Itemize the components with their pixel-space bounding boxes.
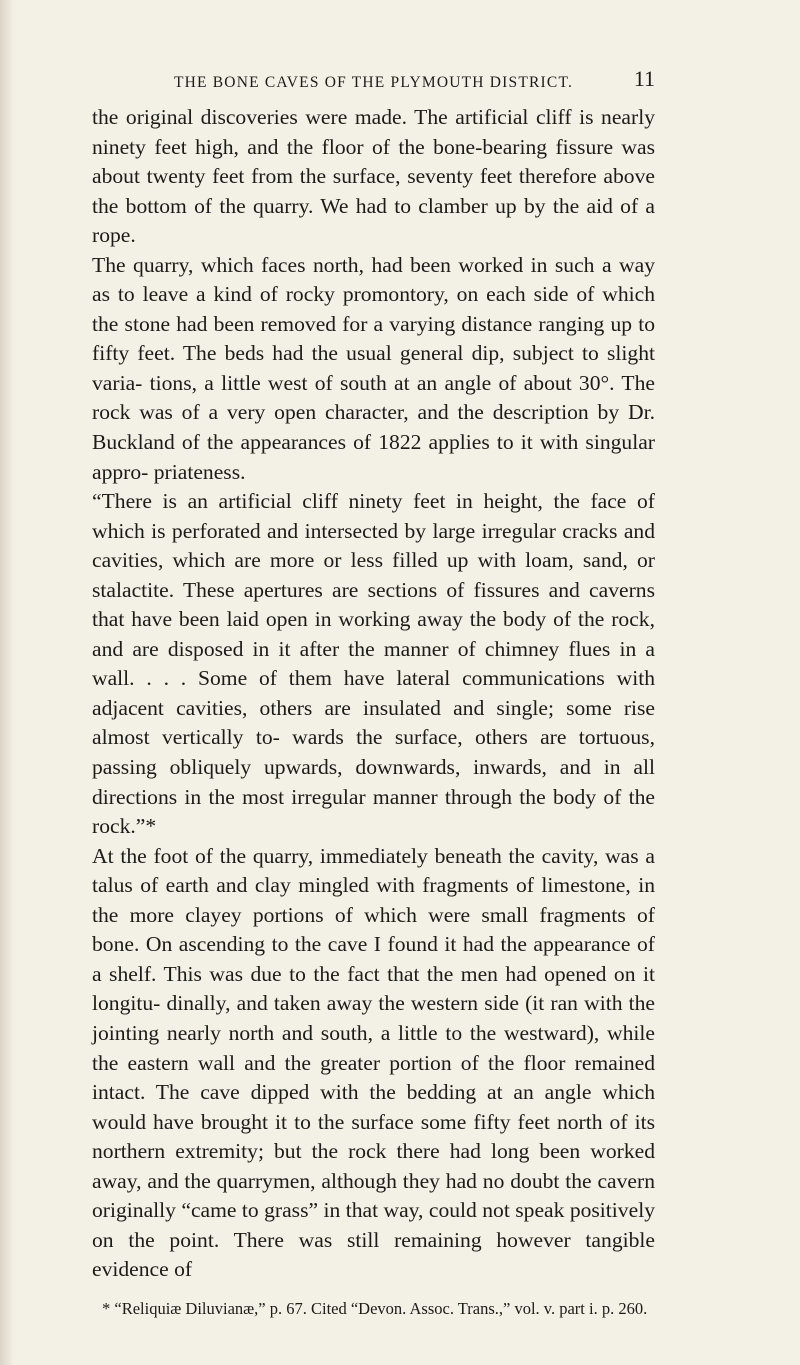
footnote-text: * “Reliquiæ Diluvianæ,” p. 67. Cited “Devon. Assoc. Trans.,” vol. v. part i. p. 260. — [102, 1299, 648, 1318]
page-number: 11 — [633, 66, 655, 91]
body-text — [92, 103, 655, 1285]
quotation-paragraph: “There is an artificial cliff ninety feet in height, the face of which is perforated and intersected by large irregular cracks and cavities, which are more or less filled up with loam, sand, or stalactite. These apertures are sections of fissures and caverns that have been laid open in working away the body of the rock, and are disposed in it after the manner of chimney flues in a wall. . . . Some of them have lateral communications with adjacent cavities, others are insulated and single; some rise almost vertically to- wards the surface, others are tortuous, passing obliquely upwards, downwards, inwards, and in all directions in the most irregular manner through the body of the rock.”* — [92, 489, 655, 839]
page-edge-shadow — [0, 0, 14, 1365]
paragraph: the original discoveries were made. The artificial cliff is nearly ninety feet high, and the floor of the bone-bearing fissure was about twenty feet from the surface, seventy feet therefore above the bottom of the quarry. We had to clamber up by the aid of a rope. — [92, 105, 655, 248]
running-head: THE BONE CAVES OF THE PLYMOUTH DISTRICT. — [173, 74, 574, 91]
page-header — [92, 68, 655, 98]
paragraph: At the foot of the quarry, immediately beneath the cavity, was a talus of earth and clay mingled with fragments of limestone, in the more clayey portions of which were small fragments of bone. On ascending to the cave I found it had the appearance of a shelf. This was due to the fact that the men had opened on it longitu- dinally, and taken away the western side (it ran with the jointing nearly north and south, a little to the westward), while the eastern wall and the greater portion of the floor remained intact. The cave dipped with the bedding at an angle which would have brought it to the surface some fifty feet north of its northern extremity; but the rock there had long been worked away, and the quarrymen, although they had no doubt the cavern originally “came to grass” in that way, could not speak positively on the point. There was still remaining however tangible evidence of — [92, 843, 655, 1282]
paragraph: The quarry, which faces north, had been worked in such a way as to leave a kind of rocky promontory, on each side of which the stone had been removed for a varying distance ranging up to fifty feet. The beds had the usual general dip, subject to slight varia- tions, a little west of south at an angle of about 30°. The rock was of a very open character, and the description by Dr. Buckland of the appearances of 1822 applies to it with singular appro- priateness. — [92, 252, 655, 484]
footnote — [92, 1298, 655, 1320]
